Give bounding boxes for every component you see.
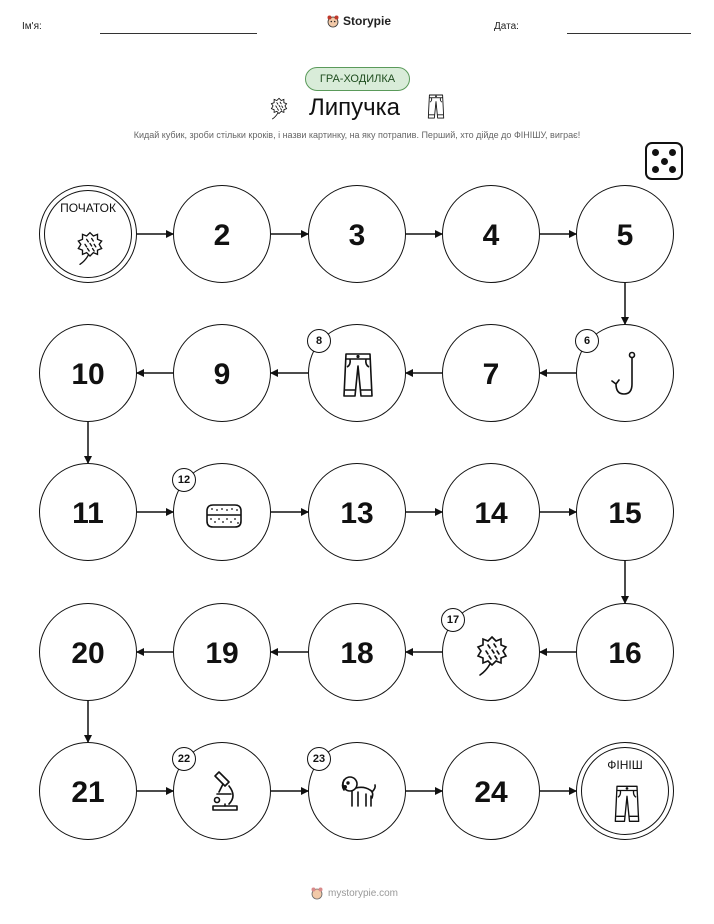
finish-cell (576, 742, 674, 840)
name-label: Ім'я: (22, 21, 42, 32)
instructions: Кидай кубик, зроби стільки кроків, і назви картинку, на яку потрапив. Перший, хто дійде до ФІНІШУ, виграє! (133, 130, 581, 140)
board-cell-21 (39, 742, 137, 840)
board-cell-17 (442, 603, 540, 701)
board-cell-5 (576, 185, 674, 283)
sponge-icon (199, 489, 247, 537)
cell-number: 24 (474, 776, 508, 809)
footer-url[interactable]: mystorypie.com (328, 887, 399, 899)
cell-number: 20 (71, 637, 105, 670)
cell-number: 13 (340, 497, 374, 530)
cell-number: 11 (72, 497, 104, 530)
cell-number: 3 (348, 219, 366, 252)
board-cell-7 (442, 324, 540, 422)
burdock-icon (468, 629, 516, 677)
cell-number: 2 (213, 219, 231, 252)
game-type-badge: ГРА-ХОДИЛКА (305, 67, 410, 91)
microscope-icon (199, 768, 247, 816)
board-cell-9 (173, 324, 271, 422)
date-label: Дата: (494, 21, 519, 32)
cell-number: 16 (608, 637, 642, 670)
cell-number: 21 (71, 776, 105, 809)
board-cell-18 (308, 603, 406, 701)
board-cell-8 (308, 324, 406, 422)
cell-number-badge: 17 (441, 608, 465, 632)
board-cell-15 (576, 463, 674, 561)
cell-number-badge: 23 (307, 747, 331, 771)
cell-number: 7 (482, 358, 500, 391)
board-cell-20 (39, 603, 137, 701)
cell-number: 15 (608, 497, 642, 530)
board-cell-19 (173, 603, 271, 701)
board-cell-13 (308, 463, 406, 561)
cell-number-badge: 12 (172, 468, 196, 492)
board-cell-12 (173, 463, 271, 561)
cell-number: 19 (205, 637, 239, 670)
board-cell-16 (576, 603, 674, 701)
board-cell-2 (173, 185, 271, 283)
footer (310, 886, 398, 900)
start-label: ПОЧАТОК (60, 201, 116, 215)
finish-label: ФІНІШ (607, 758, 643, 772)
cell-number: 4 (482, 219, 500, 252)
puppy-icon (334, 768, 382, 816)
board-cell-23 (308, 742, 406, 840)
board-cell-3 (308, 185, 406, 283)
board-cell-6 (576, 324, 674, 422)
hook-icon (602, 350, 650, 398)
cell-number: 14 (474, 497, 508, 530)
brand-name: Storypie (343, 14, 392, 28)
burdock-icon (70, 226, 110, 266)
board-cell-10 (39, 324, 137, 422)
board-cell-24 (442, 742, 540, 840)
cell-number-badge: 22 (172, 747, 196, 771)
cell-number-badge: 6 (575, 329, 599, 353)
cell-number: 5 (616, 219, 634, 252)
cell-number: 10 (71, 358, 105, 391)
cell-number-badge: 8 (307, 329, 331, 353)
storypie-mascot-icon (310, 886, 324, 900)
cell-number: 9 (213, 358, 231, 391)
start-cell (39, 185, 137, 283)
board-cell-11 (39, 463, 137, 561)
board-cell-22 (173, 742, 271, 840)
board-cell-4 (442, 185, 540, 283)
page-title: Липучка (309, 94, 401, 121)
pants-icon (334, 350, 382, 398)
board-cell-14 (442, 463, 540, 561)
pants-icon (607, 783, 647, 823)
cell-number: 18 (340, 637, 374, 670)
